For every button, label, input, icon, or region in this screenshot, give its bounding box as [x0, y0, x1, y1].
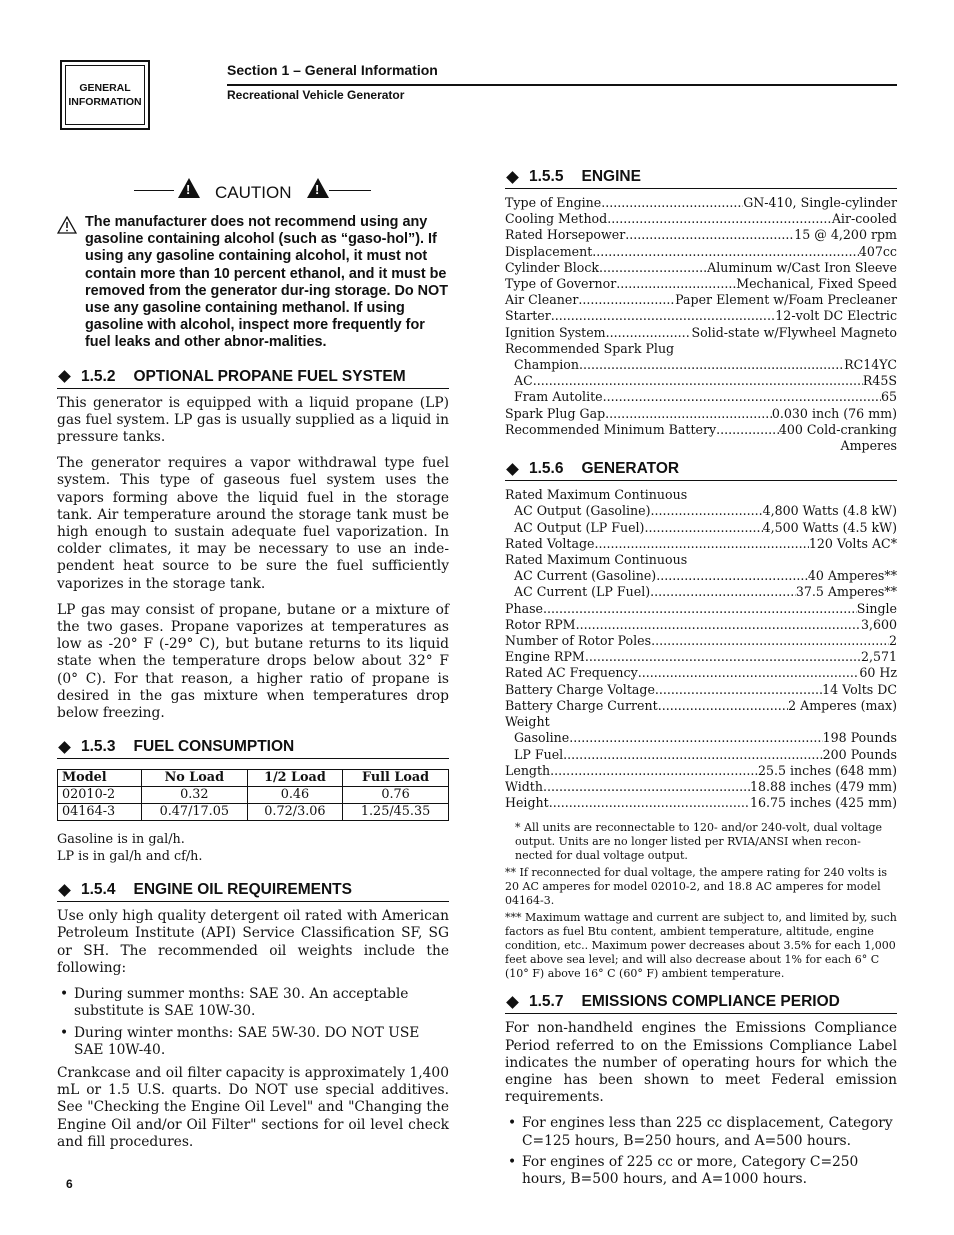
spec-row	[505, 227, 897, 243]
spec-value-continued: Amperes	[840, 438, 897, 454]
footnote	[505, 911, 897, 981]
spec-label: Recommended Minimum Battery	[505, 421, 717, 437]
table-row	[58, 787, 449, 804]
fuel-consumption-table	[57, 769, 449, 821]
spec-value: RC14YC	[844, 357, 897, 373]
paragraph: Use only high quality detergent oil rated with American Petroleum Institute (API) Service Classification SF, SG or SH. The recommended oil weights include the following:	[57, 908, 449, 976]
diamond-bullet-icon	[506, 463, 519, 476]
spec-row	[505, 649, 897, 665]
spec-row	[505, 373, 897, 389]
spec-label: AC	[514, 373, 533, 389]
spec-label: AC Current (LP Fuel)	[514, 584, 651, 600]
spec-row	[505, 698, 897, 714]
spec-label: Length	[505, 762, 551, 778]
diamond-bullet-icon	[506, 996, 519, 1009]
spec-subheading: Rated Maximum Continuous	[505, 552, 688, 568]
spec-row	[505, 389, 897, 405]
paragraph: For non-handheld engines the Emissions Compliance Period referred to on the Emissions Compliance Label indicates the number of operating hours for which the engine has been shown to meet Federal emission requirements.	[505, 1020, 897, 1106]
section-number: 1.5.2	[81, 367, 116, 385]
section-title: ENGINE	[581, 168, 641, 185]
spec-value: 18.88 inches (479 mm)	[749, 778, 897, 794]
section-1-5-4-heading	[57, 881, 449, 902]
spec-label: Engine RPM	[505, 649, 585, 665]
spec-value: R45S	[862, 373, 897, 389]
header-rule	[227, 84, 897, 86]
table-cell: 02010-2	[58, 787, 142, 804]
spec-label: Phase	[505, 600, 544, 616]
column-header: No Load	[141, 770, 247, 787]
spec-value: Air-cooled	[831, 211, 897, 227]
spec-label: AC Output (Gasoline)	[514, 503, 651, 519]
emissions-bullet-list	[505, 1115, 897, 1188]
spec-label: Width	[505, 778, 543, 794]
spec-label: Type of Engine	[505, 195, 602, 210]
footnote-text: If reconnected for dual voltage, the ampere rating for 240 volts is 20 AC amperes for model 02010-2, and 18.8 AC amperes for model 04164-3.	[505, 866, 888, 908]
footnote	[505, 866, 897, 908]
section-number: 1.5.5	[529, 168, 564, 185]
spec-label: Ignition System	[505, 324, 606, 340]
spec-label: Gasoline	[514, 730, 570, 746]
spec-value: 15 @ 4,200 rpm	[794, 227, 897, 243]
spec-row	[505, 244, 897, 260]
caution-rule-left	[134, 190, 174, 191]
caution-rule-right	[329, 190, 371, 191]
spec-row	[505, 633, 897, 649]
spec-label: Cooling Method	[505, 211, 608, 227]
section-title: FUEL CONSUMPTION	[133, 738, 295, 756]
spec-value: 37.5 Amperes**	[795, 584, 897, 600]
section-header: Section 1 – General Information	[227, 62, 438, 78]
caution-label: CAUTION	[215, 183, 292, 202]
logo-line-2: INFORMATION	[68, 96, 142, 108]
footnote-mark: **	[505, 866, 516, 880]
spec-row	[505, 211, 897, 227]
footnote	[505, 821, 897, 863]
column-header: 1/2 Load	[247, 770, 342, 787]
warning-outline-icon	[57, 216, 77, 234]
spec-label: Displacement	[505, 243, 593, 259]
spec-row	[505, 763, 897, 779]
spec-value: Paper Element w/Foam Precleaner	[675, 292, 897, 308]
diamond-bullet-icon	[506, 171, 519, 184]
table-cell: 0.76	[343, 787, 449, 804]
spec-value: 2	[888, 633, 897, 649]
spec-row	[505, 536, 897, 552]
spec-value: 4,800 Watts (4.8 kW)	[762, 503, 897, 519]
spec-row	[505, 747, 897, 763]
spec-label: Type of Governor	[505, 276, 617, 292]
section-title: EMISSIONS COMPLIANCE PERIOD	[581, 993, 840, 1011]
spec-row	[505, 308, 897, 324]
section-1-5-6-heading	[505, 460, 897, 481]
spec-value: Solid-state w/Flywheel Magneto	[691, 324, 897, 340]
caution-text: The manufacturer does not recommend using any gasoline containing alcohol (such as “gaso-hol”). If using any gasoline containing alcohol, it must not contain more than 10 percent ethanol, and it must be removed from the generator dur-ing storage. Do NOT use any gasoline containing methanol. If using gasoline with alcohol, inspect more frequently for fuel leaks and other abnor-malities.	[85, 214, 449, 351]
warning-triangle-icon	[307, 178, 329, 198]
left-column	[57, 180, 449, 1160]
spec-value: 4,500 Watts (4.5 kW)	[762, 519, 897, 535]
spec-value: 16.75 inches (425 mm)	[749, 795, 897, 811]
general-information-logo	[60, 60, 150, 130]
spec-row	[505, 779, 897, 795]
spec-value: 3,600	[860, 616, 897, 632]
column-header: Full Load	[343, 770, 449, 787]
warning-triangle-icon	[178, 178, 200, 198]
section-number: 1.5.3	[81, 738, 116, 756]
paragraph: The generator requires a vapor withdrawal type fuel system. This type of gaseous fuel system uses the vapors forming above the liquid fuel in the storage tank. Air temperature around the storage tank must be high enough to sustain adequate fuel vaporization. In colder climates, it may be necessary to use an inde-pendent heat source to be sure the fuel sufficiently vaporizes in the storage tank.	[57, 455, 449, 592]
spec-value: 200 Pounds	[822, 746, 897, 762]
section-number: 1.5.6	[529, 460, 564, 478]
spec-row	[505, 260, 897, 276]
section-number: 1.5.7	[529, 993, 564, 1011]
table-cell: 0.72/3.06	[247, 804, 342, 821]
spec-row	[505, 503, 897, 519]
spec-value: 25.5 inches (648 mm)	[757, 762, 897, 778]
paragraph: LP gas may consist of propane, butane or a mixture of the two gases. Propane vaporizes at temperatures as low as -20° F (-29° C), but butane returns to its liquid state when the temperature drops below about 32° F (0° C). For that reason, a higher ratio of propane is desired in the gas mixture when temperatures drop below freezing.	[57, 601, 449, 722]
spec-value: 60 Hz	[859, 665, 897, 681]
logo-line-1: GENERAL	[79, 82, 131, 94]
spec-value: 400 Cold-cranking	[778, 421, 897, 437]
table-cell: 04164-3	[58, 804, 142, 821]
spec-value: Single	[856, 600, 897, 616]
spec-label: Rated Horsepower	[505, 227, 626, 243]
diamond-bullet-icon	[58, 884, 71, 897]
spec-label: Cylinder Block	[505, 259, 600, 275]
spec-label: Battery Charge Current	[505, 697, 658, 713]
spec-row	[505, 584, 897, 600]
spec-label: Air Cleaner	[505, 292, 579, 308]
fuel-note: Gasoline is in gal/h.	[57, 832, 185, 848]
spec-row	[505, 292, 897, 308]
diamond-bullet-icon	[58, 370, 71, 383]
footnotes	[505, 821, 897, 981]
spec-row	[505, 682, 897, 698]
spec-label: Height	[505, 795, 549, 811]
spec-value: Aluminum w/Cast Iron Sleeve	[707, 259, 897, 275]
footnote-text: Maximum wattage and current are subject to, and limited by, such factors as fuel Btu content, ambient temperature, altitude, engine condition, etc.. Maximum power decreases about 3.5% for each 1,000 feet above sea level; and will also decrease about 1% for each 6° C (10° F) above 16° C (60° F) ambient temperature.	[505, 911, 897, 981]
spec-row	[505, 325, 897, 341]
paragraph: Crankcase and oil filter capacity is approximately 1,400 mL or 1.5 U.S. quarts. Do NOT use special additives. See "Checking the Engine Oil Level" and "Changing the Engine Oil and/or Oil Filter" sections for oil level check and fill procedures.	[57, 1064, 449, 1150]
spec-value: 407cc	[858, 243, 897, 259]
fuel-note: LP is in gal/h and cf/h.	[57, 849, 203, 865]
spec-value: GN-410, Single-cylinder	[743, 195, 897, 210]
list-item: • For engines of 225 cc or more, Category C=250 hours, B=500 hours, and A=1000 hours.	[505, 1154, 897, 1188]
generator-specs	[505, 487, 897, 811]
spec-label: Fram Autolite	[514, 389, 603, 405]
spec-row	[505, 617, 897, 633]
section-1-5-5-heading	[505, 168, 897, 189]
spec-value: 14 Volts DC	[822, 681, 897, 697]
spec-row	[505, 665, 897, 681]
caution-message	[57, 214, 449, 352]
spec-label: Spark Plug Gap	[505, 405, 606, 421]
spec-label: Champion	[514, 357, 579, 373]
spec-value: 120 Volts AC*	[808, 535, 897, 551]
spec-subheading: Weight	[505, 714, 550, 730]
column-header: Model	[58, 770, 142, 787]
spec-value: 65	[880, 389, 897, 405]
engine-specs	[505, 195, 897, 454]
footnote-text: All units are reconnectable to 120- and/or 240-volt, dual voltage output. Units are no longer listed per RVIA/ANSI when recon-nected for dual voltage output.	[515, 821, 883, 863]
spec-row	[505, 422, 897, 438]
spec-value: Mechanical, Fixed Speed	[736, 276, 897, 292]
spec-row	[505, 357, 897, 373]
page-number: 6	[66, 1177, 73, 1191]
spec-row	[505, 568, 897, 584]
section-1-5-2-heading	[57, 368, 449, 389]
spec-label: Starter	[505, 308, 551, 324]
table-cell: 0.32	[141, 787, 247, 804]
footnote-mark: *	[515, 821, 521, 835]
section-title: ENGINE OIL REQUIREMENTS	[133, 881, 352, 899]
spec-label: AC Current (Gasoline)	[514, 568, 657, 584]
section-title: OPTIONAL PROPANE FUEL SYSTEM	[133, 367, 406, 385]
spec-value: 40 Amperes**	[807, 568, 897, 584]
spec-row	[505, 601, 897, 617]
footnote-mark: ***	[505, 911, 522, 925]
paragraph: This generator is equipped with a liquid propane (LP) gas fuel system. LP gas is usually supplied as a liquid in pressure tanks.	[57, 394, 449, 446]
spec-row	[505, 276, 897, 292]
spec-row	[505, 406, 897, 422]
spec-row	[505, 730, 897, 746]
diamond-bullet-icon	[58, 741, 71, 754]
section-1-5-3-heading	[57, 738, 449, 759]
spec-label: LP Fuel	[514, 746, 564, 762]
list-item: • During winter months: SAE 5W-30. DO NOT USE SAE 10W-40.	[57, 1025, 449, 1059]
table-cell: 0.46	[247, 787, 342, 804]
list-item: • During summer months: SAE 30. An acceptable substitute is SAE 10W-30.	[57, 986, 449, 1020]
section-1-5-7-heading	[505, 993, 897, 1014]
spark-plug-heading: Recommended Spark Plug	[505, 340, 675, 356]
spec-row	[505, 195, 897, 211]
list-item: • For engines less than 225 cc displacement, Category C=125 hours, B=250 hours, and A=500 hours.	[505, 1115, 897, 1149]
right-column	[505, 168, 897, 1194]
section-number: 1.5.4	[81, 881, 116, 899]
spec-value: 198 Pounds	[822, 730, 897, 746]
spec-label: Rotor RPM	[505, 616, 576, 632]
spec-value: 12-volt DC Electric	[775, 308, 897, 324]
oil-bullet-list	[57, 986, 449, 1059]
spec-value: 0.030 inch (76 mm)	[771, 405, 897, 421]
table-cell: 0.47/17.05	[141, 804, 247, 821]
section-title: GENERATOR	[581, 460, 680, 478]
spec-label: Rated Voltage	[505, 535, 595, 551]
spec-value: 2,571	[860, 649, 897, 665]
spec-row	[505, 520, 897, 536]
table-header-row	[58, 770, 449, 787]
spec-subheading: Rated Maximum Continuous	[505, 487, 688, 503]
spec-label: Rated AC Frequency	[505, 665, 638, 681]
spec-label: Battery Charge Voltage	[505, 681, 655, 697]
caution-banner	[57, 180, 449, 210]
spec-label: Number of Rotor Poles	[505, 633, 652, 649]
table-cell: 1.25/45.35	[343, 804, 449, 821]
table-row	[58, 804, 449, 821]
spec-label: AC Output (LP Fuel)	[514, 519, 645, 535]
spec-value: 2 Amperes (max)	[788, 697, 897, 713]
section-subtitle: Recreational Vehicle Generator	[227, 88, 405, 102]
spec-row	[505, 795, 897, 811]
